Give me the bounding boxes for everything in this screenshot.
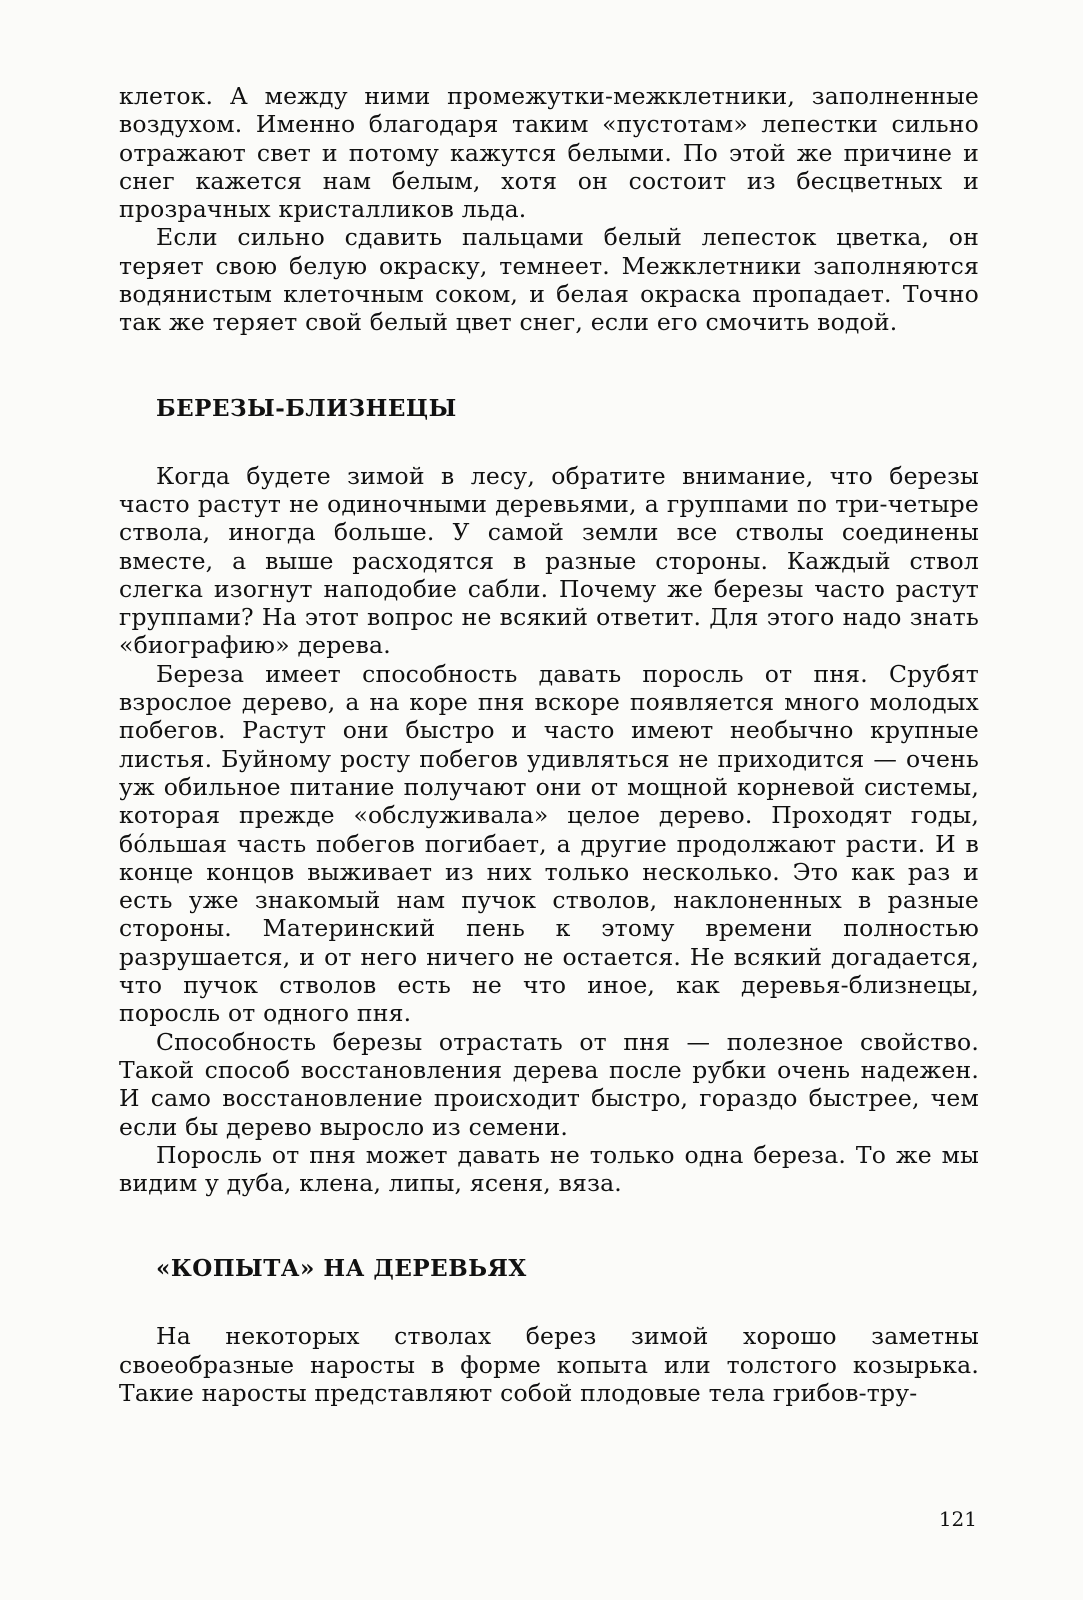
paragraph: На некоторых стволах берез зимой хорошо заметны своеобразные наросты в форме копыта или толстого козырька. Такие наросты представляют собой плодовые тела грибов-тру- bbox=[119, 1322, 979, 1407]
section-heading: «КОПЫТА» НА ДЕРЕВЬЯХ bbox=[156, 1255, 527, 1283]
page-number: 121 bbox=[938, 1507, 977, 1531]
paragraph: Способность березы отрастать от пня — полезное свойство. Такой способ восстановления дерева после рубки очень надежен. И само восстановление происходит быстро, гораздо быстрее, чем если бы дерево выросло из семени. bbox=[119, 1027, 979, 1141]
section-gap bbox=[119, 423, 979, 462]
section-gap bbox=[119, 1197, 979, 1255]
paragraph: Когда будете зимой в лесу, обратите внимание, что березы часто растут не одиночными деревьями, а группами по три-четыре ствола, иногда больше. У самой земли все стволы соединены вместе, а выше расходятся в разные стороны. Каждый ствол слегка изогнут наподобие сабли. Почему же березы часто растут группами? На этот вопрос не всякий ответит. Для этого надо знать «биографию» дерева. bbox=[119, 461, 979, 660]
section-heading: БЕРЕЗЫ-БЛИЗНЕЦЫ bbox=[156, 394, 457, 422]
paragraph: Береза имеет способность давать поросль от пня. Срубят взрослое дерево, а на коре пня вскоре появляется много молодых побегов. Растут они быстро и часто имеют необычно крупные листья. Буйному росту побегов удивляться не приходится — очень уж обильное питание получают они от мощной корневой системы, которая прежде «обслуживала» целое дерево. Проходят годы, бóльшая часть побегов погибает, а другие продолжают расти. И в конце концов выживает из них только несколько. Это как раз и есть уже знакомый нам пучок стволов, наклоненных в разные стороны. Материнский пень к этому времени полностью разрушается, и от него ничего не остается. Не всякий догадается, что пучок стволов есть не что иное, как деревья-близнецы, поросль от одного пня. bbox=[119, 659, 979, 1028]
paragraph: клеток. А между ними промежутки-межклетники, заполненные воздухом. Именно благодаря таким «пустотам» лепестки сильно отражают свет и потому кажутся белыми. По этой же причине и снег кажется нам белым, хотя он состоит из бесцветных и прозрачных кристалликов льда. bbox=[119, 82, 979, 224]
section-gap bbox=[119, 337, 979, 395]
paragraph: Поросль от пня может давать не только одна береза. То же мы видим у дуба, клена, липы, ясеня, вяза. bbox=[119, 1140, 979, 1198]
section-gap bbox=[119, 1283, 979, 1322]
paragraph: Если сильно сдавить пальцами белый лепесток цветка, он теряет свою белую окраску, темнеет. Межклетники заполняются водянистым клеточным соком, и белая окраска пропадает. Точно так же теряет свой белый цвет снег, если его смочить водой. bbox=[119, 223, 979, 337]
